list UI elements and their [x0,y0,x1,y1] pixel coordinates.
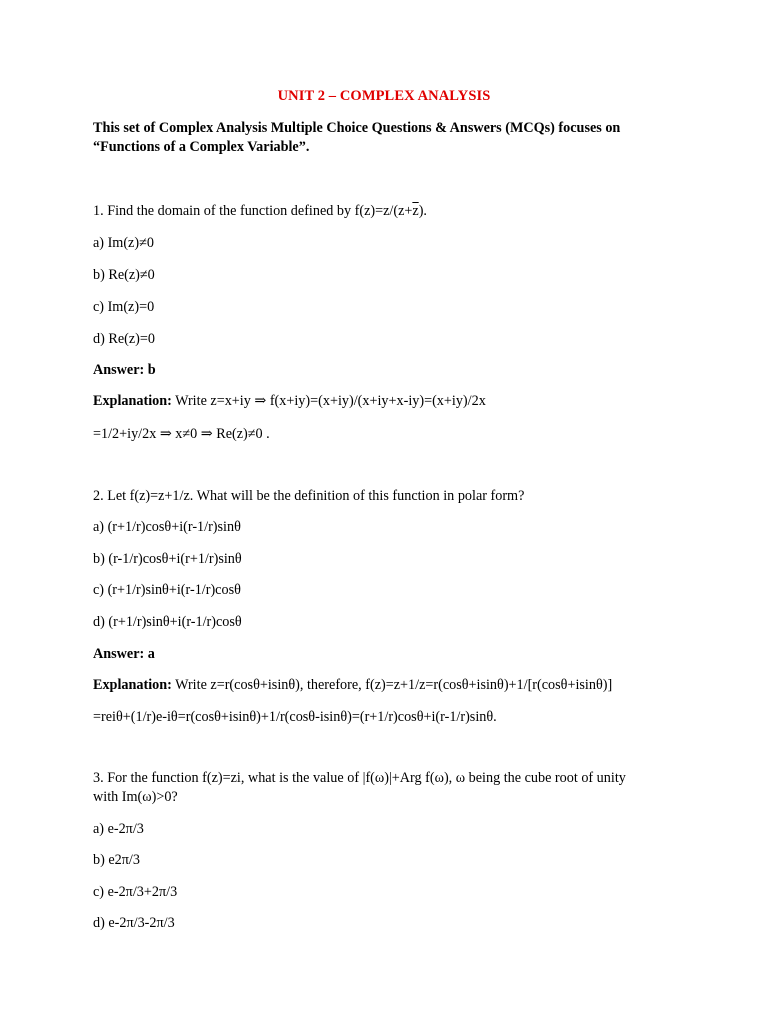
question-3-option-d: d) e-2π/3-2π/3 [93,915,175,931]
explanation-label: Explanation: [93,393,172,409]
question-1-explanation-2: =1/2+iy/2x ⇒ x≠0 ⇒ Re(z)≠0 . [93,426,270,442]
question-1-conjugate: $\overline{z}$ [412,203,419,219]
question-1-option-b: b) Re(z)≠0 [93,267,155,283]
question-1-option-a: a) Im(z)≠0 [93,235,154,251]
question-1-option-d: d) Re(z)=0 [93,331,155,347]
question-1-answer: Answer: b [93,362,156,378]
question-3-line-2: with Im(ω)>0? [93,789,178,805]
explanation-label: Explanation: [93,677,172,693]
question-3-line-1: 3. For the function f(z)=zi, what is the value of |f(ω)|+Arg f(ω), ω being the cube root of unity [93,770,626,786]
question-1 [93,202,427,220]
explanation-text: Write z=x+iy ⇒ f(x+iy)=(x+iy)/(x+iy+x-iy)=(x+iy)/2x [171,393,486,409]
question-1-prefix: 1. Find the domain of the function defined by f(z)=z/(z+ [93,203,413,219]
question-2: 2. Let f(z)=z+1/z. What will be the definition of this function in polar form? [93,488,525,504]
question-2-option-c: c) (r+1/r)sinθ+i(r-1/r)cosθ [93,582,241,598]
question-2-explanation-2: =reiθ+(1/r)e-iθ=r(cosθ+isinθ)+1/r(cosθ-isinθ)=(r+1/r)cosθ+i(r-1/r)sinθ. [93,709,497,725]
question-2-option-d: d) (r+1/r)sinθ+i(r-1/r)cosθ [93,614,242,630]
unit-title: UNIT 2 – COMPLEX ANALYSIS [277,88,491,104]
question-3-option-c: c) e-2π/3+2π/3 [93,884,178,900]
question-2-option-b: b) (r-1/r)cosθ+i(r+1/r)sinθ [93,551,242,567]
intro-line-1: This set of Complex Analysis Multiple Choice Questions & Answers (MCQs) focuses on [93,120,621,136]
explanation-text: Write z=r(cosθ+isinθ), therefore, f(z)=z+1/z=r(cosθ+isinθ)+1/[r(cosθ+isinθ)] [171,677,613,693]
question-3-option-b: b) e2π/3 [93,852,140,868]
question-3-option-a: a) e-2π/3 [93,821,144,837]
question-2-answer: Answer: a [93,646,155,662]
question-1-explanation-1 [93,392,486,410]
question-1-option-c: c) Im(z)=0 [93,299,155,315]
question-2-option-a: a) (r+1/r)cosθ+i(r-1/r)sinθ [93,519,241,535]
question-2-explanation-1 [93,676,612,694]
question-1-suffix: ). [418,203,427,219]
intro-line-2: “Functions of a Complex Variable”. [93,139,310,155]
